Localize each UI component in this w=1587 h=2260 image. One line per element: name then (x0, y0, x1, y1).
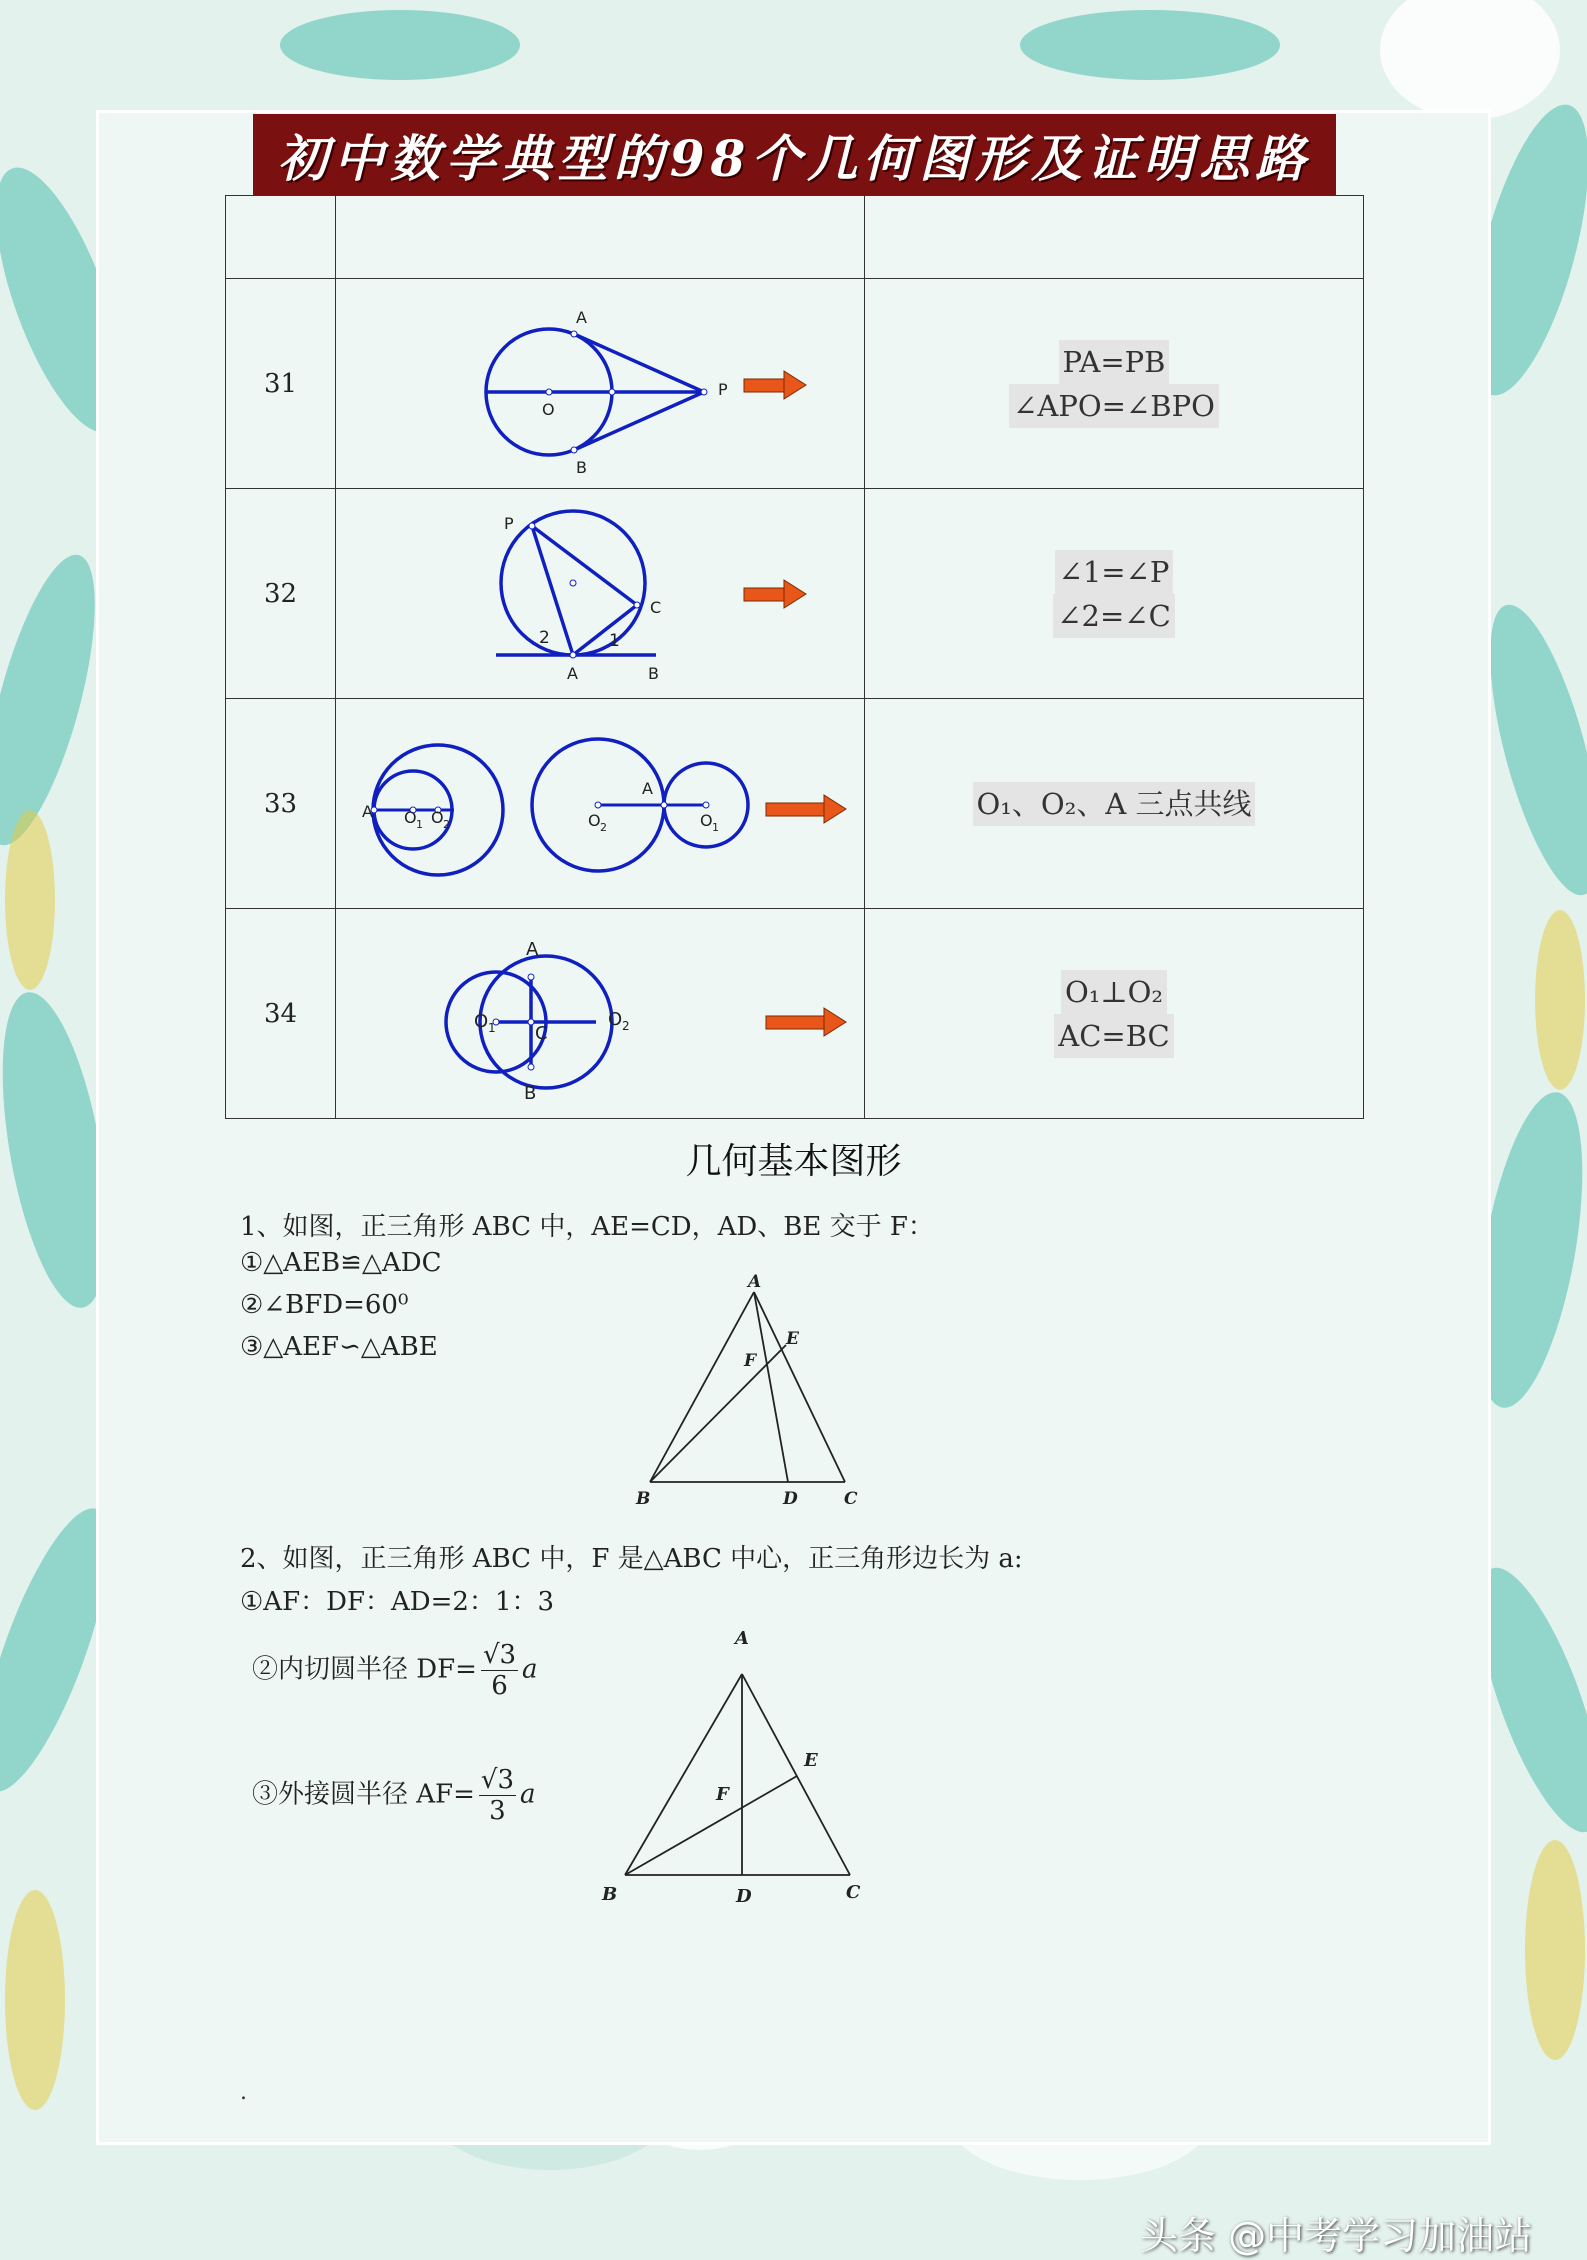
label-sub: 1 (488, 1021, 496, 1035)
point (634, 602, 640, 608)
conclusion-cell (865, 279, 1364, 489)
table-row (226, 489, 1364, 699)
label-o: O (542, 400, 555, 419)
label-a: A (567, 664, 578, 683)
label-o: O (700, 811, 713, 830)
label-o: O (474, 1011, 489, 1032)
label-c: C (650, 598, 662, 617)
point (528, 974, 534, 980)
point (661, 802, 667, 808)
label-a: A (735, 1628, 749, 1649)
point (571, 331, 577, 337)
label-c: C (846, 1882, 861, 1903)
label-b: B (576, 458, 587, 477)
label-f: F (744, 1351, 757, 1371)
label-p: P (504, 514, 514, 533)
figure-cell (336, 279, 865, 489)
fraction-numerator: √3 (482, 1640, 517, 1670)
side-ac (754, 1292, 845, 1482)
conclusion-cell (865, 489, 1364, 699)
problem1-statement: 1、如图，正三角形 ABC 中，AE=CD，AD、BE 交于 F： (240, 1212, 934, 1242)
point (546, 389, 552, 395)
label-c: C (535, 1023, 548, 1044)
problem1-item: ③△AEF∽△ABE (240, 1332, 438, 1362)
figure-cell (336, 699, 865, 909)
table-header-row (226, 196, 1364, 279)
side-ac (742, 1674, 850, 1875)
label-d: D (783, 1489, 798, 1509)
problem1-item: ②∠BFD=60⁰ (240, 1290, 409, 1320)
tangent-pb (574, 392, 704, 450)
row-number: 32 (226, 489, 336, 699)
label-sub: 2 (443, 818, 450, 831)
conclusion-line: ∠2=∠C (1053, 594, 1175, 638)
fraction-numerator: √3 (480, 1765, 514, 1795)
intersecting-circles-figure (336, 909, 865, 1118)
segment-be (650, 1345, 786, 1482)
label-b: B (636, 1489, 651, 1509)
label-b: B (648, 664, 659, 683)
variable: a (522, 1654, 538, 1685)
row-number: 31 (226, 279, 336, 489)
label-sub: 2 (600, 821, 607, 834)
line-pc (532, 526, 637, 605)
header-cell (865, 196, 1364, 279)
point (701, 389, 707, 395)
equilateral-triangle-figure-1 (620, 1270, 880, 1520)
figure-table (225, 195, 1364, 1119)
figure-cell (336, 489, 865, 699)
point (528, 1064, 534, 1070)
conclusion-line: PA=PB (1059, 340, 1170, 384)
formula-prefix: ②内切圆半径 DF= (252, 1654, 477, 1685)
watermark: 头条 @中考学习加油站 (1140, 2214, 1533, 2258)
side-ab (650, 1292, 754, 1482)
arrow-icon (766, 1008, 846, 1036)
label-o: O (404, 808, 417, 827)
arrow-icon (766, 795, 846, 823)
median-be (625, 1776, 797, 1875)
header-cell (226, 196, 336, 279)
label-f: F (716, 1784, 729, 1805)
fraction (479, 1765, 516, 1826)
table-row (226, 909, 1364, 1119)
section-title: 几何基本图形 (685, 1141, 902, 1182)
label-a: A (642, 779, 653, 798)
row-number: 33 (226, 699, 336, 909)
side-ab (625, 1674, 742, 1875)
point (528, 1019, 534, 1025)
tangent-chord-angle-figure (336, 489, 865, 698)
label-d: D (736, 1886, 752, 1907)
conclusion-line: O₁、O₂、A 三点共线 (973, 782, 1256, 826)
table-row (226, 699, 1364, 909)
point (609, 389, 615, 395)
label-b: B (602, 1884, 618, 1905)
page-title: 初中数学典型的98个几何图形及证明思路 (253, 114, 1336, 196)
fraction-denominator: 6 (491, 1671, 508, 1701)
label-e: E (786, 1329, 799, 1349)
label-a: A (576, 308, 587, 327)
label-b: B (524, 1083, 537, 1104)
center-point (570, 580, 576, 586)
problem2-item (252, 1765, 536, 1826)
label-sub: 2 (622, 1019, 630, 1033)
label-p: P (718, 380, 728, 399)
label-angle-1: 1 (609, 631, 620, 651)
header-cell (336, 196, 865, 279)
problem2-statement: 2、如图，正三角形 ABC 中，F 是△ABC 中心，正三角形边长为 a: (240, 1544, 1023, 1574)
conclusion-line: ∠1=∠P (1055, 550, 1174, 594)
point (570, 652, 576, 658)
variable: a (519, 1779, 536, 1810)
conclusion-line: AC=BC (1054, 1014, 1173, 1058)
fraction (481, 1640, 518, 1701)
label-e: E (804, 1750, 818, 1771)
label-angle-2: 2 (539, 628, 550, 648)
label-a: A (362, 802, 373, 821)
tangent-lines-figure (336, 279, 865, 488)
figure-cell (336, 909, 865, 1119)
problem2-item (252, 1640, 538, 1701)
problem2-item: ①AF：DF：AD=2：1：3 (240, 1587, 555, 1617)
problem1-item: ①△AEB≌△ADC (240, 1248, 442, 1278)
label-sub: 1 (416, 818, 423, 831)
formula-prefix: ③外接圆半径 AF= (252, 1779, 475, 1810)
conclusion-line: O₁⊥O₂ (1061, 970, 1167, 1014)
equilateral-triangle-figure-2 (590, 1620, 880, 1910)
row-number: 34 (226, 909, 336, 1119)
table-row (226, 279, 1364, 489)
tangent-pa (574, 334, 704, 392)
fraction-denominator: 3 (489, 1796, 506, 1826)
segment-ad (754, 1292, 788, 1482)
label-sub: 1 (712, 821, 719, 834)
tangent-circles-figure (336, 699, 865, 908)
point (571, 447, 577, 453)
conclusion-line: ∠APO=∠BPO (1009, 384, 1219, 428)
arrow-icon (744, 371, 806, 399)
point (703, 802, 709, 808)
arrow-icon (744, 580, 806, 608)
label-c: C (844, 1489, 858, 1509)
conclusion-cell (865, 909, 1364, 1119)
label-o: O (608, 1009, 623, 1030)
label-a: A (526, 939, 539, 960)
label-o: O (588, 811, 601, 830)
footer-dot: . (240, 2080, 247, 2105)
label-a: A (748, 1272, 762, 1292)
conclusion-cell (865, 699, 1364, 909)
point (529, 523, 535, 529)
label-o: O (431, 808, 444, 827)
point (595, 802, 601, 808)
